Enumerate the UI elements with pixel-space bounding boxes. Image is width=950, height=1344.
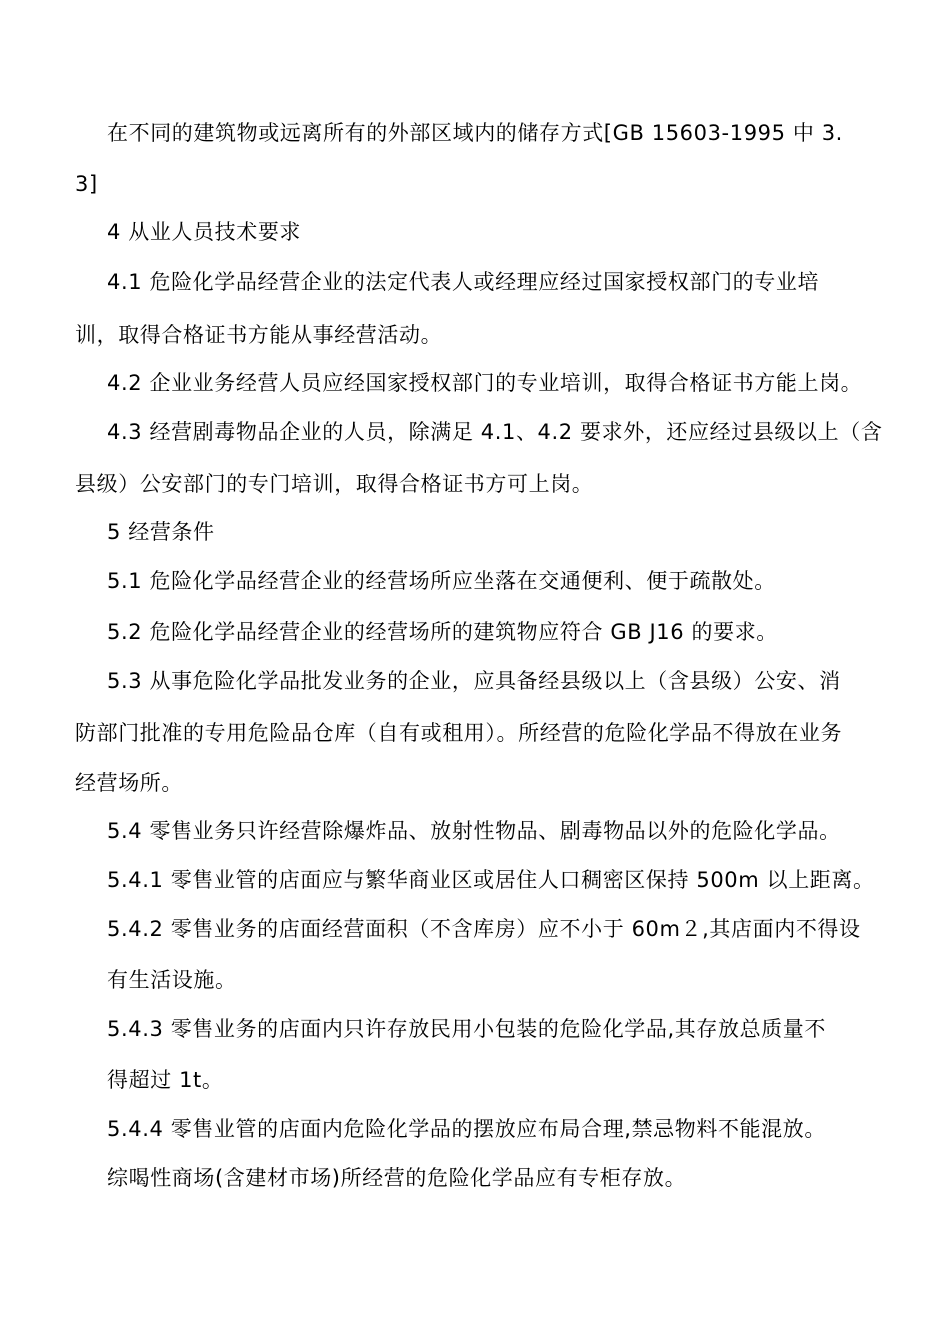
paragraph-line: 5.4 零售业务只许经营除爆炸品、放射性物品、剧毒物品以外的危险化学品。 [107,819,841,843]
paragraph-line: 5.4.3 零售业务的店面内只许存放民用小包装的危险化学品,其存放总质量不 [107,1017,826,1041]
paragraph-line: 5.1 危险化学品经营企业的经营场所应坐落在交通便利、便于疏散处。 [107,569,776,593]
paragraph-line: 5.4.4 零售业管的店面内危险化学品的摆放应布局合理,禁忌物料不能混放。 [107,1117,826,1141]
paragraph-line: 防部门批准的专用危险品仓库（自有或租用）。所经营的危险化学品不得放在业务 [75,721,843,745]
paragraph-line: 有生活设施。 [107,968,237,992]
paragraph-line: 4.3 经营剧毒物品企业的人员，除满足 4.1、4.2 要求外，还应经过县级以上（含 [107,420,883,444]
section-heading: 4 从业人员技术要求 [107,220,302,244]
paragraph-line: 5.3 从事危险化学品批发业务的企业，应具备经县级以上（含县级）公安、消 [107,669,841,693]
paragraph-line: 综喝性商场(含建材市场)所经营的危险化学品应有专柜存放。 [107,1166,687,1190]
paragraph-line: 训，取得合格证书方能从事经营活动。 [75,323,443,347]
paragraph-line: 得超过 1t。 [107,1068,224,1092]
paragraph-line: 在不同的建筑物或远离所有的外部区域内的储存方式[GB 15603-1995 中 3. [107,121,843,145]
paragraph-line: 5.4.2 零售业务的店面经营面积（不含库房）应不小于 60m２,其店面内不得设 [107,917,861,941]
paragraph-line: 5.4.1 零售业管的店面应与繁华商业区或居住人口稠密区保持 500m 以上距离。 [107,868,875,892]
paragraph-line: 5.2 危险化学品经营企业的经营场所的建筑物应符合 GB J16 的要求。 [107,620,778,644]
paragraph-line: 4.1 危险化学品经营企业的法定代表人或经理应经过国家授权部门的专业培 [107,270,820,294]
paragraph-line: 经营场所。 [75,771,183,795]
section-heading: 5 经营条件 [107,520,215,544]
paragraph-line: 4.2 企业业务经营人员应经国家授权部门的专业培训，取得合格证书方能上岗。 [107,371,863,395]
paragraph-line: 县级）公安部门的专门培训，取得合格证书方可上岗。 [75,472,594,496]
paragraph-line: 3] [75,172,98,196]
